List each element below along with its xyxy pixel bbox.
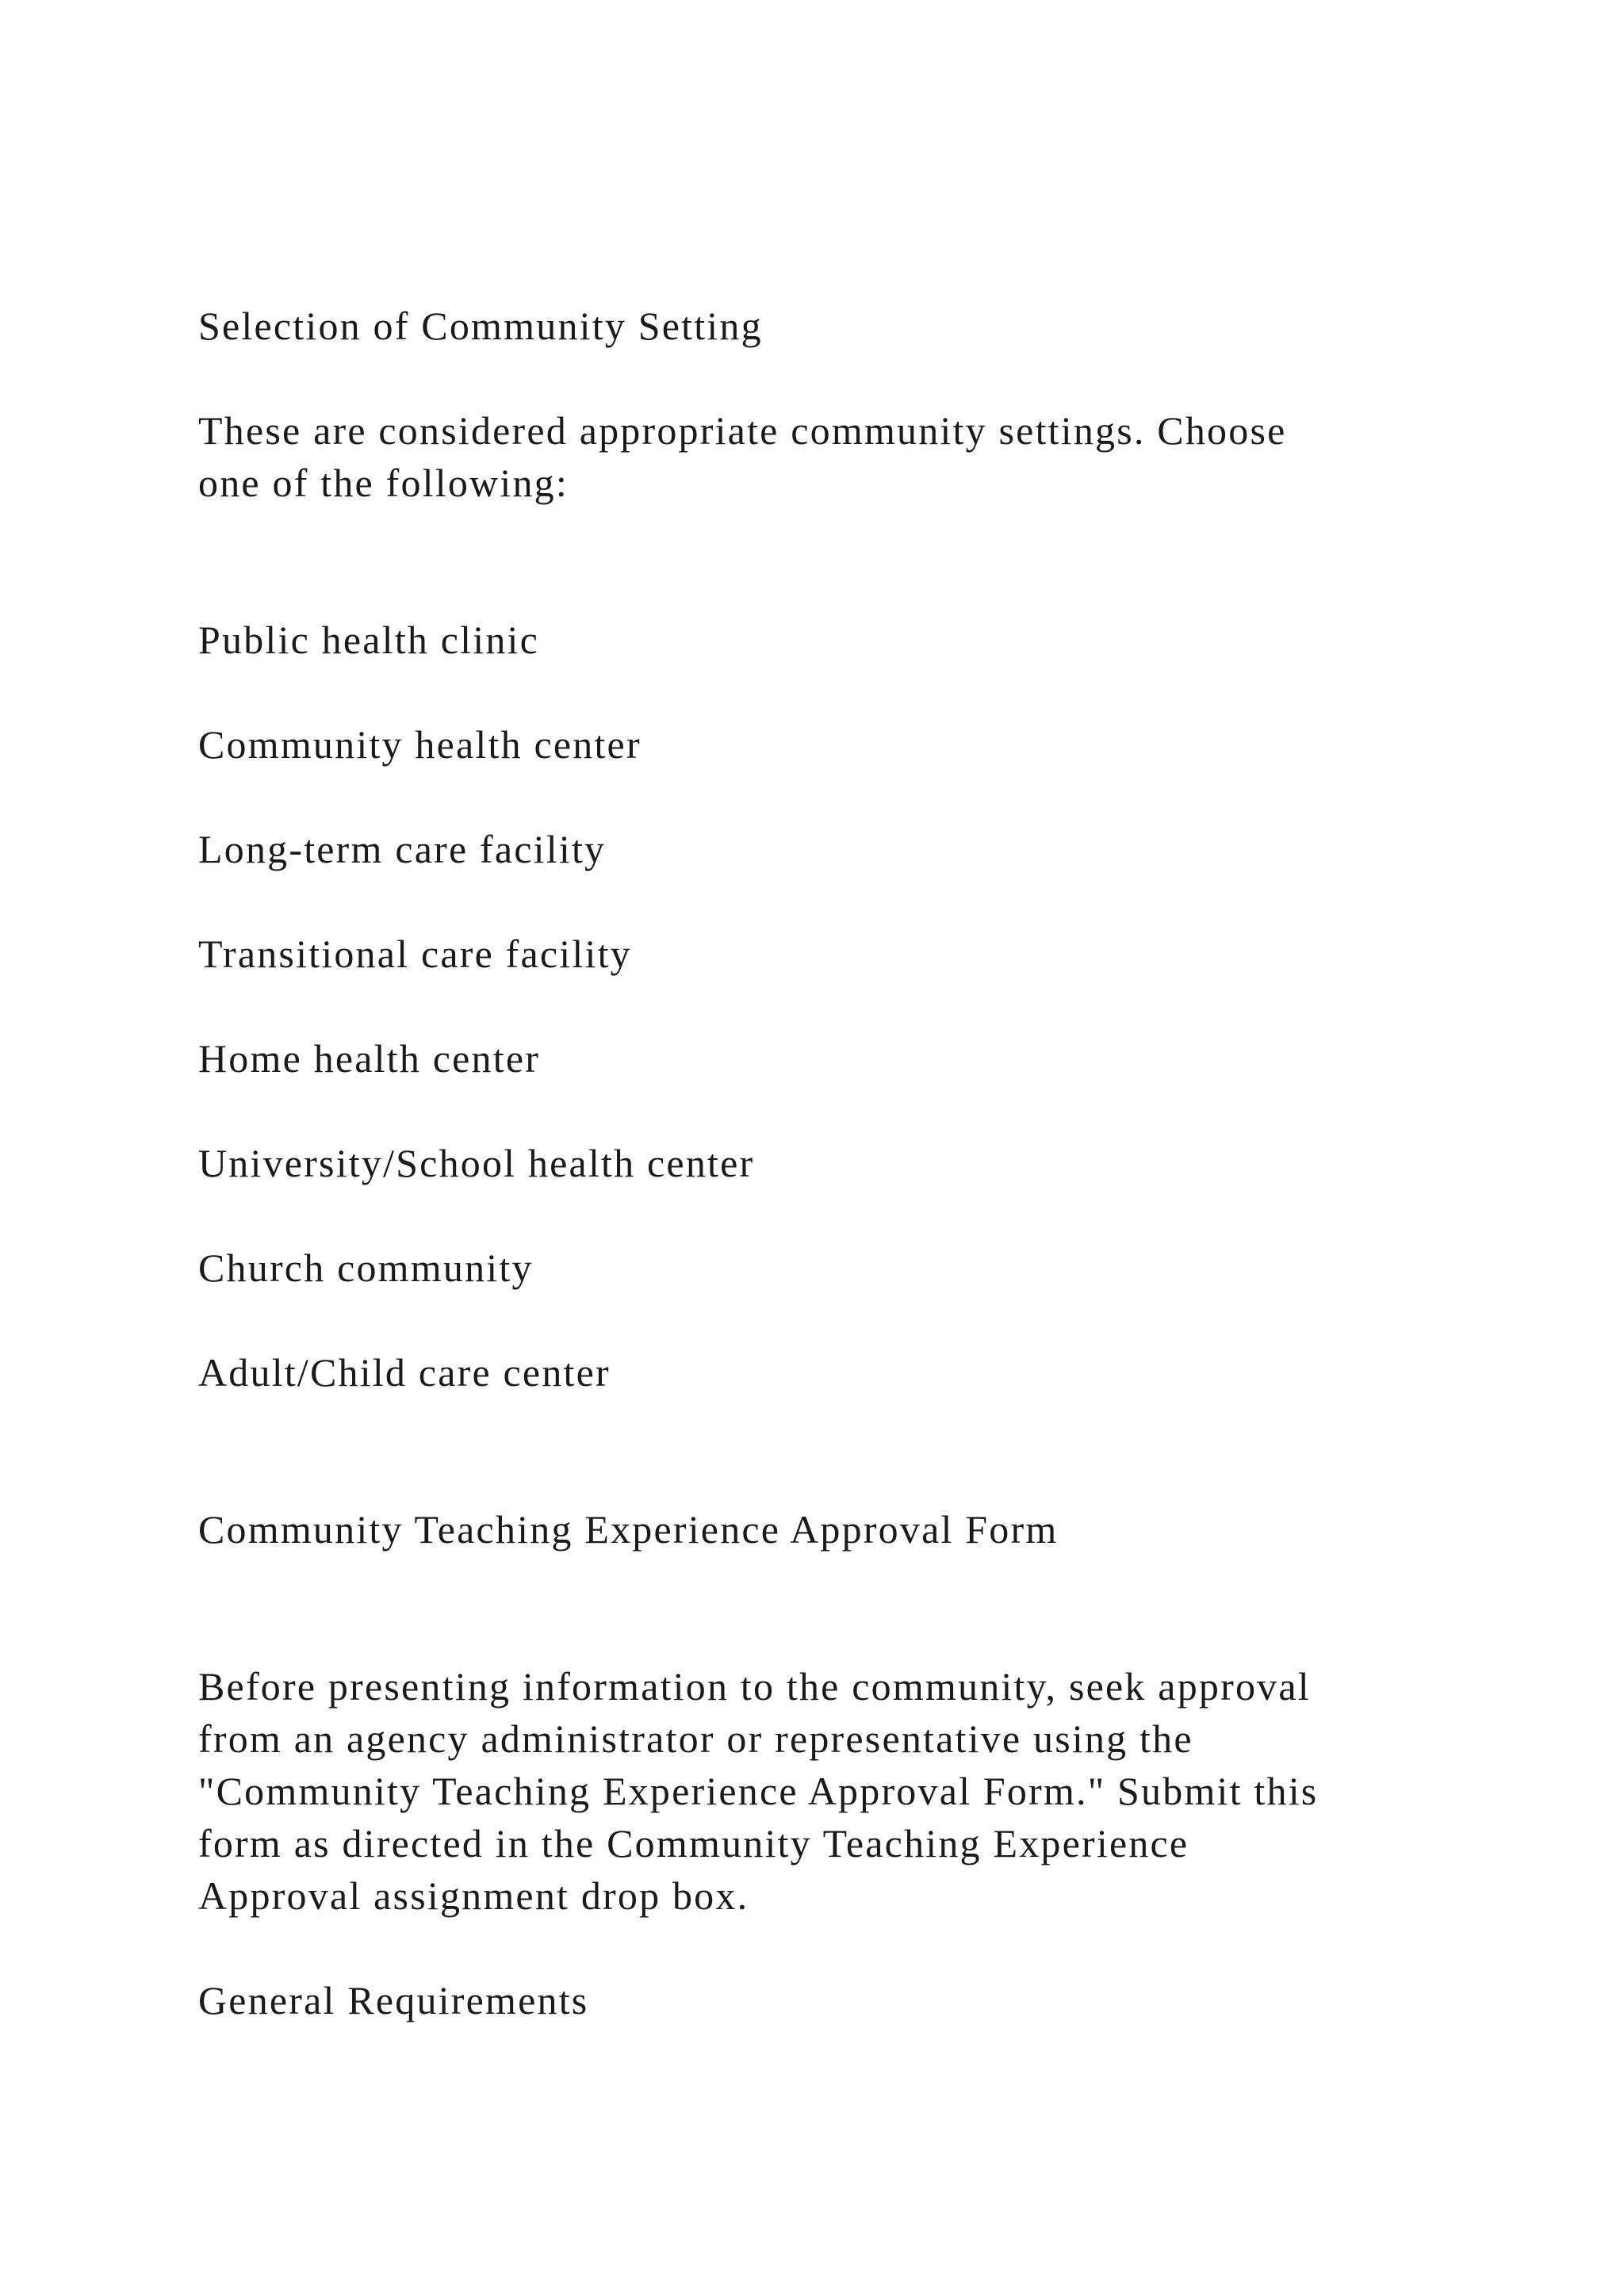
approval-line-4: form as directed in the Community Teaching Experience — [198, 1821, 1189, 1866]
section-heading-general-requirements: General Requirements — [198, 1978, 589, 2022]
setting-item-home-health-center: Home health center — [198, 1036, 541, 1081]
setting-item-university-school-health: University/School health center — [198, 1141, 755, 1185]
setting-item-public-health-clinic: Public health clinic — [198, 618, 540, 662]
intro-line-1: These are considered appropriate community settings. Choose — [198, 408, 1287, 453]
approval-line-5: Approval assignment drop box. — [198, 1873, 749, 1918]
setting-item-transitional-care: Transitional care facility — [198, 932, 632, 976]
setting-item-community-health-center: Community health center — [198, 722, 642, 767]
setting-item-adult-child-care: Adult/Child care center — [198, 1350, 611, 1395]
intro-line-2: one of the following: — [198, 461, 569, 505]
approval-line-2: from an agency administrator or representative using the — [198, 1716, 1193, 1761]
approval-line-1: Before presenting information to the community, seek approval — [198, 1664, 1311, 1709]
section-heading-approval-form: Community Teaching Experience Approval Form — [198, 1507, 1059, 1552]
section-heading-selection: Selection of Community Setting — [198, 304, 763, 348]
setting-item-church-community: Church community — [198, 1246, 534, 1290]
approval-line-3: "Community Teaching Experience Approval Form." Submit this — [198, 1769, 1319, 1813]
setting-item-long-term-care: Long-term care facility — [198, 827, 607, 871]
